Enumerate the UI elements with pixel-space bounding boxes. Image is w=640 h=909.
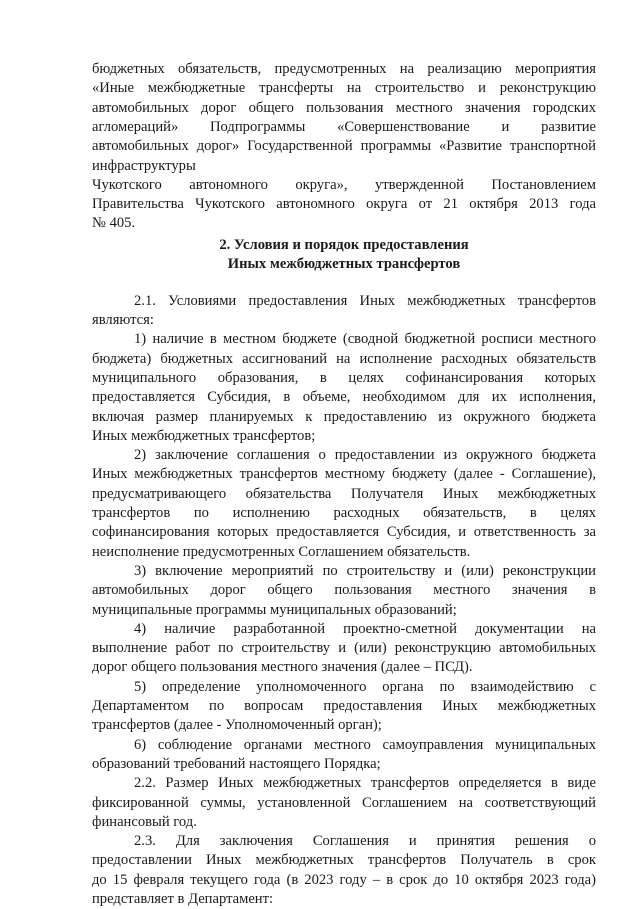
list-item-2: трансфертов по исполнению расходных обязательств, в целях	[92, 505, 596, 521]
list-item-1: Иных межбюджетных трансфертов;	[92, 427, 316, 444]
list-item-2: неисполнение предусмотренных Соглашением обязательств.	[92, 543, 471, 560]
list-item-1: включая размер планируемых к предоставлению из окружного бюджета	[92, 408, 596, 425]
paragraph-2-3: представляет в Департамент:	[92, 891, 274, 907]
list-item-1: предоставляется Субсидия, в объеме, необходимом для их исполнения,	[92, 389, 596, 406]
text-line: Чукотского автономного округа», утвержденной Постановлением	[92, 176, 596, 193]
paragraph-2-1: 2.1. Условиями предоставления Иных межбюджетных трансфертов	[134, 292, 596, 309]
list-item-3: автомобильных дорог общего пользования местного значения в	[92, 582, 596, 599]
list-item-1: 1) наличие в местном бюджете (сводной бюджетной росписи местного	[134, 331, 596, 348]
list-item-6: 6) соблюдение органами местного самоуправления муниципальных	[134, 736, 596, 753]
text-line: бюджетных обязательств, предусмотренных на реализацию мероприятия	[92, 61, 596, 77]
paragraph-2-2: фиксированной суммы, установленной Соглашением на соответствующий	[92, 794, 596, 811]
list-item-4: выполнение работ по строительству и (или) реконструкцию автомобильных	[92, 640, 596, 657]
text-line: «Иные межбюджетные трансферты на строительство и реконструкцию	[92, 80, 596, 97]
paragraph-2-3: 2.3. Для заключения Соглашения и принятия решения о	[134, 833, 596, 850]
list-item-4: 4) наличие разработанной проектно-сметной документации на	[134, 620, 596, 637]
text-line: агломераций» Подпрограммы «Совершенствование и развитие	[92, 118, 596, 135]
paragraph-2-1: являются:	[92, 312, 154, 328]
text-line: № 405.	[92, 215, 136, 232]
list-item-2: предусматривающего обязательства Получателя Иных межбюджетных	[92, 485, 596, 502]
list-item-1: муниципального образования, в целях софинансирования которых	[92, 369, 596, 386]
paragraph-2-2: 2.2. Размер Иных межбюджетных трансфертов определяется в виде	[134, 775, 596, 792]
list-item-1: бюджета) бюджетных ассигнований на исполнение расходных обязательств	[92, 350, 596, 367]
list-item-2: 2) заключение соглашения о предоставлении из окружного бюджета	[134, 447, 596, 464]
list-item-2: Иных межбюджетных трансфертов местному бюджету (далее - Соглашение),	[92, 466, 596, 483]
list-item-3: 3) включение мероприятий по строительству и (или) реконструкции	[134, 562, 596, 579]
section-heading: 2. Условия и порядок предоставления	[219, 236, 469, 253]
list-item-5: Департаментом по вопросам предоставления Иных межбюджетных	[92, 698, 596, 714]
list-item-4: дорог общего пользования местного значения (далее – ПСД).	[92, 659, 473, 676]
list-item-3: муниципальные программы муниципальных образований;	[92, 601, 457, 618]
section-heading: Иных межбюджетных трансфертов	[227, 256, 461, 272]
list-item-5: 5) определение уполномоченного органа по взаимодействию с	[134, 678, 596, 695]
text-line: инфраструктуры	[92, 157, 196, 174]
list-item-6: образований требований настоящего Порядка;	[92, 755, 381, 772]
text-line: Правительства Чукотского автономного округа от 21 октября 2013 года	[92, 196, 596, 213]
paragraph-2-2: финансовый год.	[92, 813, 197, 830]
paragraph-2-3: предоставлении Иных межбюджетных трансфертов Получатель в срок	[92, 852, 596, 869]
paragraph-2-3: до 15 февраля текущего года (в 2023 году – в срок до 10 октября 2023 года)	[92, 871, 596, 888]
text-line: автомобильных дорог общего пользования местного значения городских	[92, 99, 596, 116]
list-item-2: софинансирования которых предоставляется Субсидия, и ответственность за	[92, 524, 596, 541]
text-line: автомобильных дорог» Государственной программы «Развитие транспортной	[92, 138, 596, 155]
list-item-5: трансфертов (далее - Уполномоченный орган);	[92, 717, 382, 734]
